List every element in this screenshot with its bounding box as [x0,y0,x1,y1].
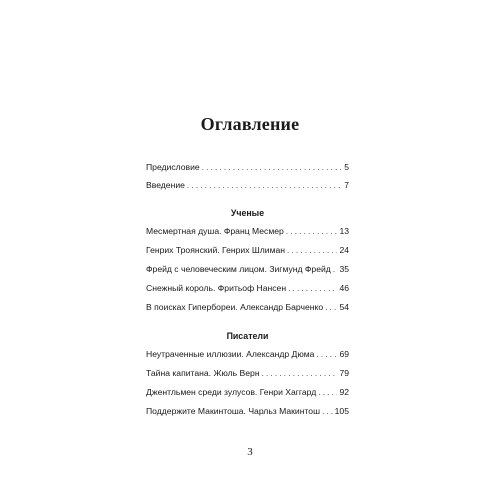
toc-leader-dots [187,179,342,193]
toc-entry-label: Фрейд с человеческим лицом. Зигмунд Фрейд [146,264,331,274]
toc-entry-page: 54 [339,302,349,312]
toc-entry-page: 7 [344,180,349,190]
toc-entry-preface[interactable] [146,160,349,174]
toc-entry-label: Джентльмен среди зулусов. Генри Хаггард [146,387,317,397]
toc-entry[interactable] [146,385,349,399]
toc-entry-page: 24 [339,245,349,255]
toc-leader-dots [287,244,337,258]
toc-leader-dots [288,282,337,296]
toc-entry-page: 35 [339,264,349,274]
toc-entry-label: Тайна капитана. Жюль Верн [146,368,260,378]
toc-entry-label: Предисловие [146,162,200,172]
toc-entry-page: 79 [339,368,349,378]
toc-entry-page: 46 [339,283,349,293]
toc-entry-label: В поисках Гипербореи. Александр Барченко [146,302,324,312]
toc-leader-dots [322,405,333,419]
toc-entry-label: Поддержите Макинтоша. Чарльз Макинтош [146,406,320,416]
toc-entry-page: 5 [344,162,349,172]
toc-entry-label: Неутраченные иллюзии. Александр Дюма [146,349,315,359]
toc-leader-dots [202,161,343,175]
section-heading-scientists: Ученые [230,208,265,218]
toc-entry[interactable] [146,347,349,361]
toc-entry-page: 69 [339,349,349,359]
toc-entry[interactable] [146,281,349,295]
toc-leader-dots [286,225,338,239]
section-heading-writers: Писатели [226,331,269,341]
toc-entry-label: Месмертная душа. Франц Месмер [146,226,284,236]
toc-entry[interactable] [146,300,349,314]
toc-leader-dots [316,348,337,362]
toc-entry-label: Введение [146,180,185,190]
toc-entry-label: Генрих Троянский. Генрих Шлиман [146,245,286,255]
toc-entry-introduction[interactable] [146,178,349,192]
toc-leader-dots [333,263,338,277]
toc-entry[interactable] [146,404,349,418]
page-number: 3 [247,446,253,458]
toc-leader-dots [325,301,337,315]
toc-entry-page: 13 [339,226,349,236]
toc-entry-page: 105 [334,406,349,416]
toc-entry[interactable] [146,262,349,276]
toc-leader-dots [318,386,337,400]
toc-entry[interactable] [146,366,349,380]
toc-entry-label: Снежный король. Фритьоф Нансен [146,283,287,293]
toc-entry[interactable] [146,224,349,238]
toc-entry[interactable] [146,243,349,257]
toc-entry-page: 92 [339,387,349,397]
page-title: Оглавление [200,114,300,134]
toc-leader-dots [262,367,338,381]
